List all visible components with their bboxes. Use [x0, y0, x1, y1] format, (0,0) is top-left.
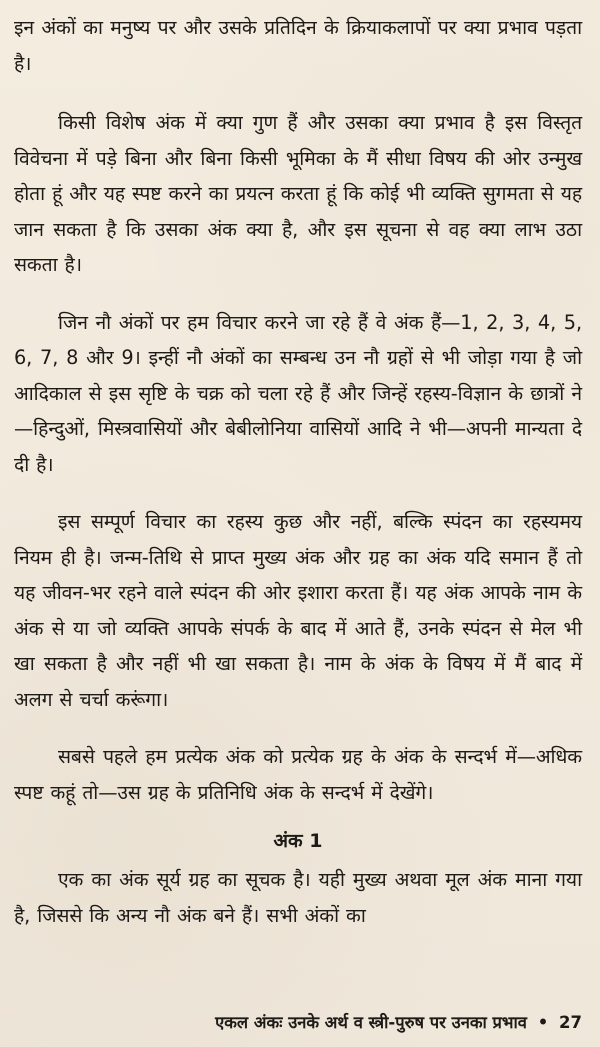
body-paragraph-1: इन अंकों का मनुष्य पर और उसके प्रतिदिन के क्रियाकलापों पर क्या प्रभाव पड़ता है। — [14, 16, 582, 75]
body-paragraph-6: एक का अंक सूर्य ग्रह का सूचक है। यही मुख्य अथवा मूल अंक माना गया है, जिससे कि अन्य नौ अंक बने हैं। सभी अंकों का — [14, 868, 582, 927]
body-paragraph-4: इस सम्पूर्ण विचार का रहस्य कुछ और नहीं, बल्कि स्पंदन का रहस्यमय नियम ही है। जन्म-तिथि से प्राप्त मुख्य अंक और ग्रह का अंक यदि समान हैं तो यह जीवन-भर रहने वाले स्पंदन की ओर इशारा करता हैं। यह अंक आपके नाम के अंक से या जो व्यक्ति आपके संपर्क के बाद में आते हैं, उनके स्पंदन से मेल भी खा सकता है और नहीं भी खा सकता है। नाम के अंक के विषय में मैं बाद में अलग से चर्चा करूंगा। — [14, 510, 582, 711]
body-paragraph-3: जिन नौ अंकों पर हम विचार करने जा रहे हैं वे अंक हैं—1, 2, 3, 4, 5, 6, 7, 8 और 9। इन्हीं नौ अंकों का सम्बन्ध उन नौ ग्रहों से भी जोड़ा गया है जो आदिकाल से इस सृष्टि के चक्र को चला रहे हैं और जिन्हें रहस्य-विज्ञान के छात्रों ने—हिन्दुओं, मिस्त्रवासियों और बेबीलोनिया वासियों आदि ने भी—अपनी मान्यता दे दी है। — [14, 310, 582, 476]
footer-bullet: • — [537, 1013, 549, 1032]
running-footer — [140, 1011, 582, 1035]
section-heading: अंक 1 — [273, 830, 323, 852]
footer-title: एकल अंकः उनके अर्थ व स्त्री-पुरुष पर उनका प्रभाव — [215, 1013, 527, 1032]
body-paragraph-2: किसी विशेष अंक में क्या गुण हैं और उसका क्या प्रभाव है इस विस्तृत विवेचना में पड़े बिना और बिना किसी भूमिका के मैं सीधा विषय की ओर उन्मुख होता हूं और यह स्पष्ट करने का प्रयत्न करता हूं कि कोई भी व्यक्ति सुगमता से यह जान सकता है कि उसका अंक क्या है, और इस सूचना से वह क्या लाभ उठा सकता है। — [14, 111, 582, 276]
page-number: 27 — [559, 1013, 582, 1032]
body-paragraph-5: सबसे पहले हम प्रत्येक अंक को प्रत्येक ग्रह के अंक के सन्दर्भ में—अधिक स्पष्ट कहूं तो—उस ग्रह के प्रतिनिधि अंक के सन्दर्भ में देखेंगे। — [14, 745, 582, 804]
